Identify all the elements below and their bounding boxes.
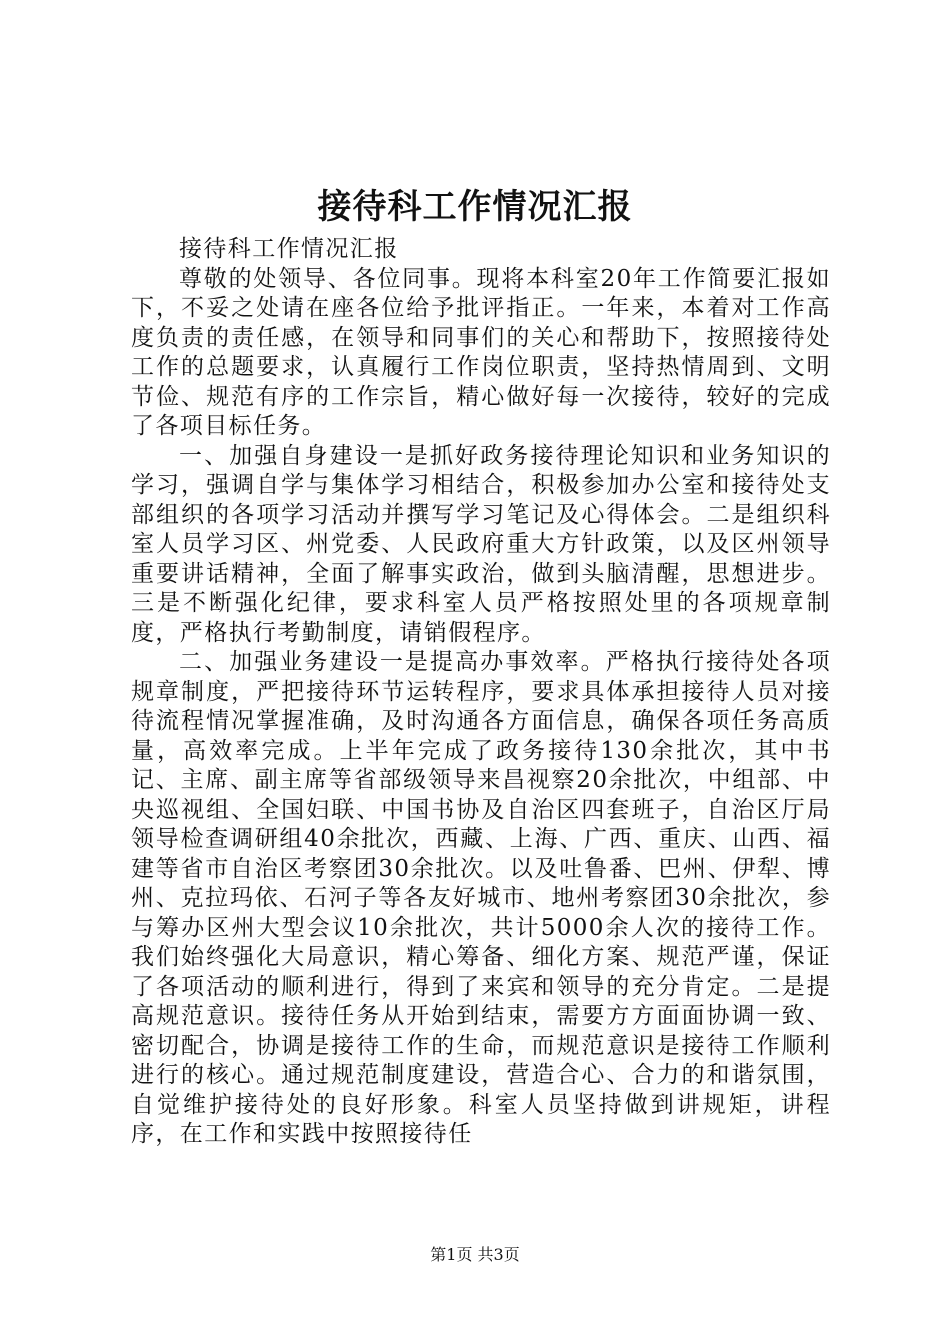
document-title: 接待科工作情况汇报 [317,187,633,227]
body-paragraph: 尊敬的处领导、各位同事。现将本科室20年工作简要汇报如下，不妥之处请在座各位给予批评指正。一年来，本着对工作高度负责的责任感，在领导和同事们的关心和帮助下，按照接待处工作的总题要求，认真履行工作岗位职责，坚持热情周到、文明节俭、规范有序的工作宗旨，精心做好每一次接待，较好的完成了各项目标任务。 [131,265,831,439]
page-footer: 第1页 共3页 [430,1245,520,1264]
body-paragraph: 接待科工作情况汇报 [179,236,399,262]
document-body [131,235,831,1150]
body-paragraph: 一、加强自身建设一是抓好政务接待理论知识和业务知识的学习，强调自学与集体学习相结合，积极参加办公室和接待处支部组织的各项学习活动并撰写学习笔记及心得体会。二是组织科室人员学习区、州党委、人民政府重大方针政策，以及区州领导重要讲话精神，全面了解事实政治，做到头脑清醒，思想进步。三是不断强化纪律，要求科室人员严格按照处里的各项规章制度，严格执行考勤制度，请销假程序。 [131,442,831,646]
body-paragraph: 二、加强业务建设一是提高办事效率。严格执行接待处各项规章制度，严把接待环节运转程序，要求具体承担接待人员对接待流程情况掌握准确，及时沟通各方面信息，确保各项任务高质量，高效率完成。上半年完成了政务接待130余批次，其中书记、主席、副主席等省部级领导来昌视察20余批次，中组部、中央巡视组、全国妇联、中国书协及自治区四套班子，自治区厅局领导检查调研组40余批次，西藏、上海、广西、重庆、山西、福建等省市自治区考察团30余批次。以及吐鲁番、巴州、伊犁、博州、克拉玛依、石河子等各友好城市、地州考察团30余批次，参与筹办区州大型会议10余批次，共计5000余人次的接待工作。我们始终强化大局意识，精心筹备、细化方案、规范严谨，保证了各项活动的顺利进行，得到了来宾和领导的充分肯定。二是提高规范意识。接待任务从开始到结束，需要方方面面协调一致、密切配合，协调是接待工作的生命，而规范意识是接待工作顺利进行的核心。通过规范制度建设，营造合心、合力的和谐氛围，自觉维护接待处的良好形象。科室人员坚持做到讲规矩，讲程序，在工作和实践中按照接待任 [131,649,831,1147]
